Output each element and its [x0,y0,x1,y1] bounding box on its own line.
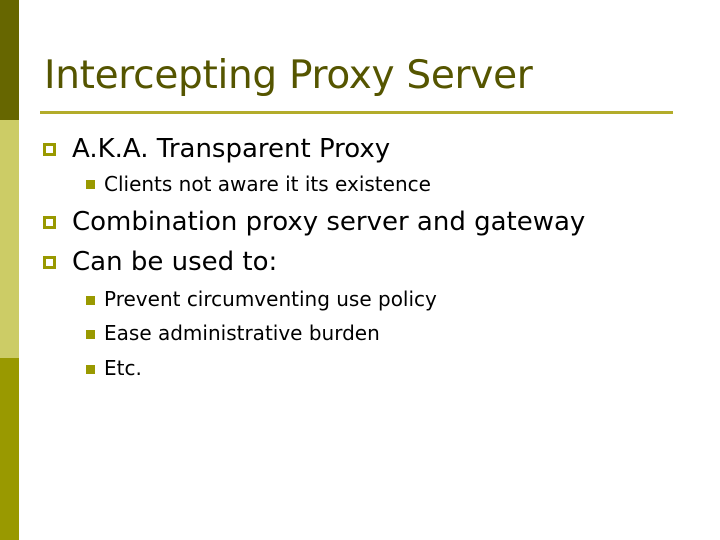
bullet-item: Can be used to: [72,247,278,277]
filled-square-bullet-icon [86,330,95,339]
bullet-item: A.K.A. Transparent Proxy [72,134,391,164]
sub-bullet-item: Clients not aware it its existence [104,172,431,196]
filled-square-bullet-icon [86,296,95,305]
bullet-item: Combination proxy server and gateway [72,207,586,237]
hollow-square-bullet-icon [43,256,56,269]
hollow-square-bullet-icon [43,216,56,229]
title-underline [40,111,673,114]
decorative-strip-middle [0,120,19,358]
filled-square-bullet-icon [86,180,95,189]
hollow-square-bullet-icon [43,143,56,156]
filled-square-bullet-icon [86,365,95,374]
decorative-strip-bottom [0,358,19,540]
sub-bullet-item: Etc. [104,356,142,380]
decorative-strip-top [0,0,19,120]
sub-bullet-item: Prevent circumventing use policy [104,287,437,311]
sub-bullet-item: Ease administrative burden [104,321,380,345]
slide-title: Intercepting Proxy Server [44,53,533,98]
